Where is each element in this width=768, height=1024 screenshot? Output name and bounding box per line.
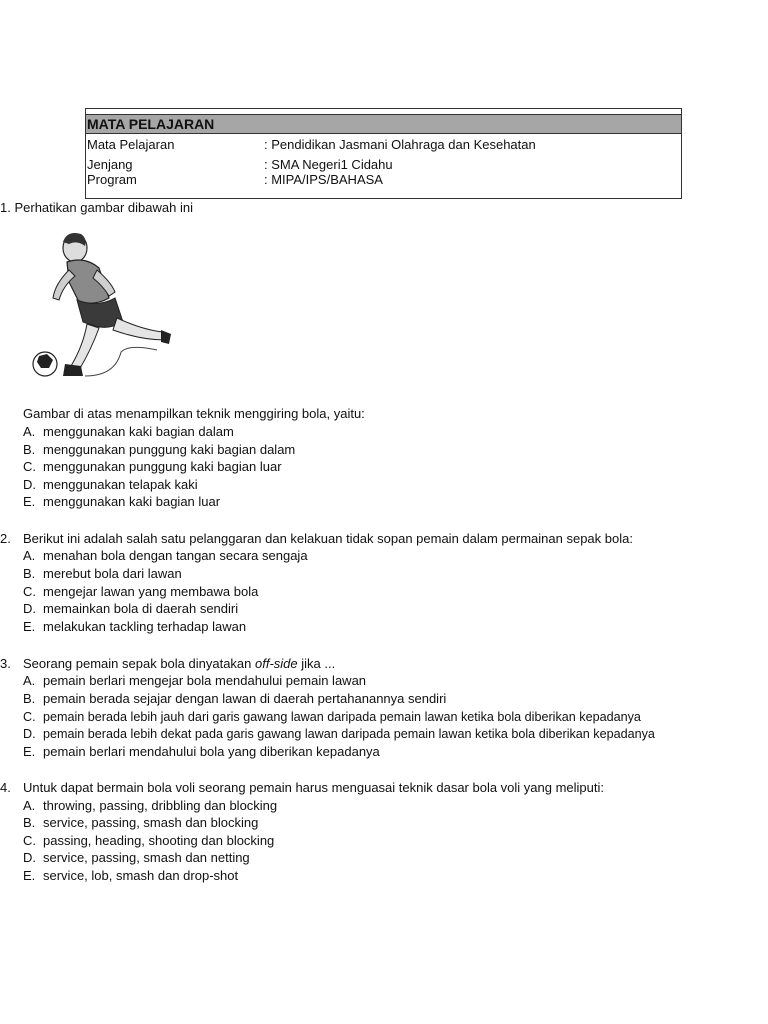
header-title: MATA PELAJARAN	[86, 114, 681, 134]
question-1-option-d[interactable]: D. menggunakan telapak kaki	[23, 477, 198, 492]
question-2-stem: Berikut ini adalah salah satu pelanggaran dan kelakuan tidak sopan pemain dalam permainan sepak bola:	[23, 531, 633, 546]
header-label-program: Program	[87, 172, 137, 187]
offside-term: off-side	[255, 656, 298, 671]
question-1-intro-text: Perhatikan gambar dibawah ini	[14, 200, 193, 215]
header-value-level: : SMA Negeri1 Cidahu	[264, 157, 393, 172]
question-1-number: 1.	[0, 200, 11, 215]
question-2-option-b[interactable]: B. merebut bola dari lawan	[23, 566, 182, 581]
question-4-option-a[interactable]: A. throwing, passing, dribbling dan blocking	[23, 798, 278, 813]
question-1-option-c[interactable]: C. menggunakan punggung kaki bagian luar	[23, 459, 282, 474]
question-4-option-b[interactable]: B. service, passing, smash dan blocking	[23, 815, 259, 830]
question-4-stem: Untuk dapat bermain bola voli seorang pemain harus menguasai teknik dasar bola voli yang meliputi:	[23, 780, 605, 795]
question-2-option-e[interactable]: E. melakukan tackling terhadap lawan	[23, 619, 247, 634]
question-3-option-b[interactable]: B. pemain berada sejajar dengan lawan di daerah pertahanannya sendiri	[23, 691, 447, 706]
question-3-option-d[interactable]: D. pemain berada lebih dekat pada garis gawang lawan daripada pemain lawan ketika bola diberikan kepadanya	[23, 727, 655, 741]
question-1-option-b[interactable]: B. menggunakan punggung kaki bagian dalam	[23, 442, 296, 457]
question-4-option-e[interactable]: E. service, lob, smash dan drop-shot	[23, 868, 239, 883]
question-3-number: 3.	[0, 656, 11, 671]
question-2-number: 2.	[0, 531, 11, 546]
question-3-option-c[interactable]: C. pemain berada lebih jauh dari garis gawang lawan daripada pemain lawan ketika bola diberikan kepadanya	[23, 710, 641, 724]
question-4-option-d[interactable]: D. service, passing, smash dan netting	[23, 850, 250, 865]
question-4-number: 4.	[0, 780, 11, 795]
header-label-level: Jenjang	[87, 157, 133, 172]
header-value-program: : MIPA/IPS/BAHASA	[264, 172, 383, 187]
soccer-player-dribbling-illustration	[25, 226, 175, 388]
question-1-option-a[interactable]: A. menggunakan kaki bagian dalam	[23, 424, 234, 439]
question-1-stem: Gambar di atas menampilkan teknik menggiring bola, yaitu:	[23, 406, 365, 421]
question-3-option-a[interactable]: A. pemain berlari mengejar bola mendahului pemain lawan	[23, 673, 367, 688]
subject-header-box	[85, 108, 682, 199]
question-1-option-e[interactable]: E. menggunakan kaki bagian luar	[23, 494, 221, 509]
header-value-subject: : Pendidikan Jasmani Olahraga dan Kesehatan	[264, 137, 536, 152]
question-2-option-d[interactable]: D. memainkan bola di daerah sendiri	[23, 601, 239, 616]
question-3-option-e[interactable]: E. pemain berlari mendahului bola yang diberikan kepadanya	[23, 744, 380, 759]
question-1-intro	[0, 200, 193, 216]
question-3-stem: Seorang pemain sepak bola dinyatakan off-side jika ...	[23, 656, 336, 671]
header-label-subject: Mata Pelajaran	[87, 137, 175, 152]
question-2-option-c[interactable]: C. mengejar lawan yang membawa bola	[23, 584, 259, 599]
question-4-option-c[interactable]: C. passing, heading, shooting dan blocking	[23, 833, 275, 848]
question-2-option-a[interactable]: A. menahan bola dengan tangan secara sengaja	[23, 548, 308, 563]
